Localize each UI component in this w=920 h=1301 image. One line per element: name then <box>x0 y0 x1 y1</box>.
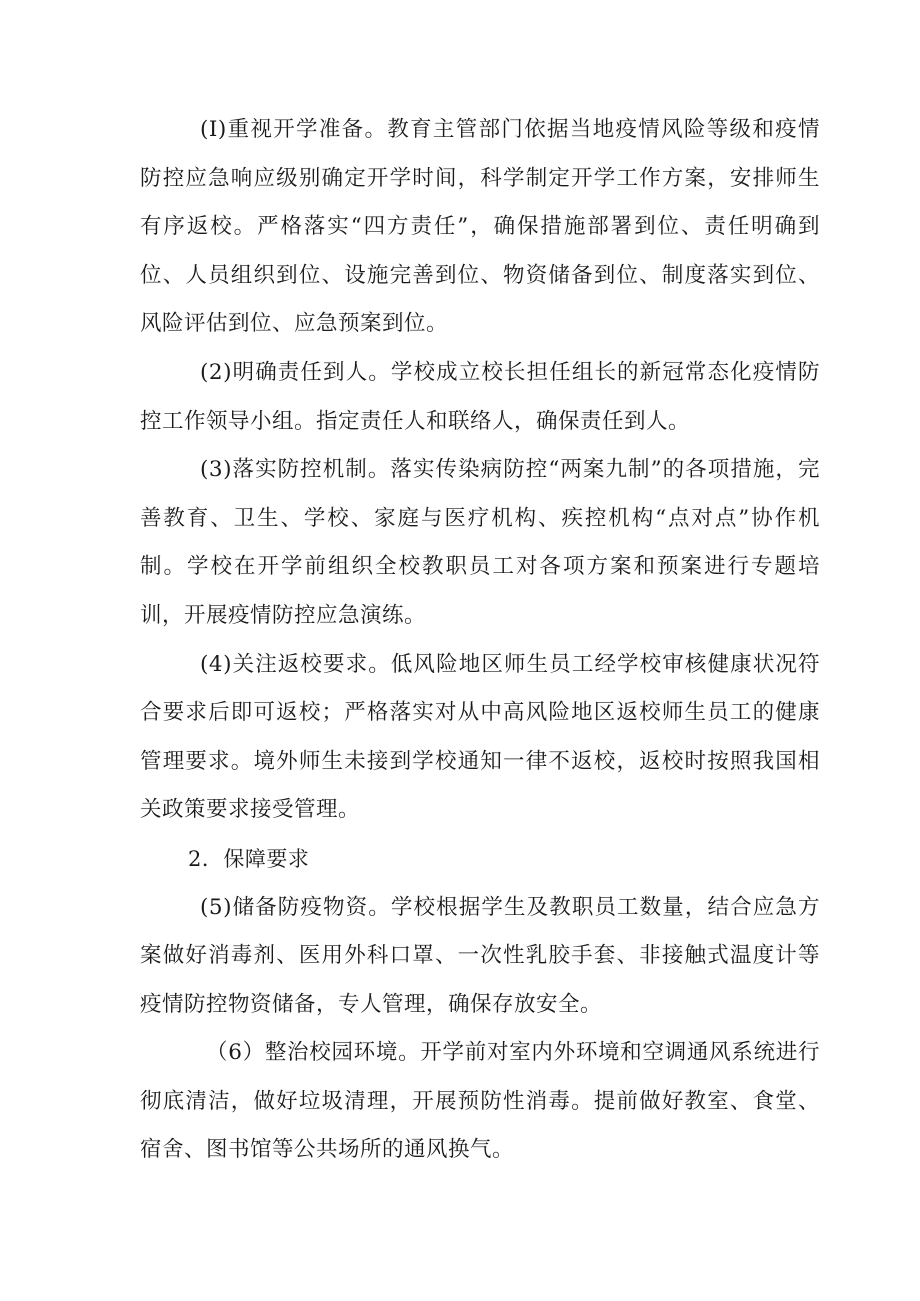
document-body <box>140 106 820 1175</box>
paragraph-prepare-opening: (I)重视开学准备。教育主管部门依据当地疫情风险等级和疫情防控应急响应级别确定开学时间，科学制定开学工作方案，安排师生有序返校。严格落实“四方责任”，确保措施部署到位、责任明确到位、人员组织到位、设施完善到位、物资储备到位、制度落实到位、风险评估到位、应急预案到位。 <box>140 117 820 337</box>
paragraph-responsibility: (2)明确责任到人。学校成立校长担任组长的新冠常态化疫情防控工作领导小组。指定责任人和联络人，确保责任到人。 <box>140 359 820 434</box>
paragraph-control-mechanism: (3)落实防控机制。落实传染病防控“两案九制”的各项措施，完善教育、卫生、学校、家庭与医疗机构、疾控机构“点对点”协作机制。学校在开学前组织全校教职员工对各项方案和预案进行专题培训，开展疫情防控应急演练。 <box>140 457 820 628</box>
paragraph-campus-environment: （6）整治校园环境。开学前对室内外环境和空调通风系统进行彻底清洁，做好垃圾清理，开展预防性消毒。提前做好教室、食堂、宿舍、图书馆等公共场所的通风换气。 <box>140 1040 820 1163</box>
section-heading-guarantee: 2．保障要求 <box>188 846 310 871</box>
paragraph-return-requirements: (4)关注返校要求。低风险地区师生员工经学校审核健康状况符合要求后即可返校；严格落实对从中高风险地区返校师生员工的健康管理要求。境外师生未接到学校通知一律不返校，返校时按照我国相关政策要求接受管理。 <box>140 651 820 823</box>
paragraph-epidemic-supplies: (5)储备防疫物资。学校根据学生及教职员工数量，结合应急方案做好消毒剂、医用外科口罩、一次性乳胶手套、非接触式温度计等疫情防控物资储备，专人管理，确保存放安全。 <box>140 894 820 1017</box>
